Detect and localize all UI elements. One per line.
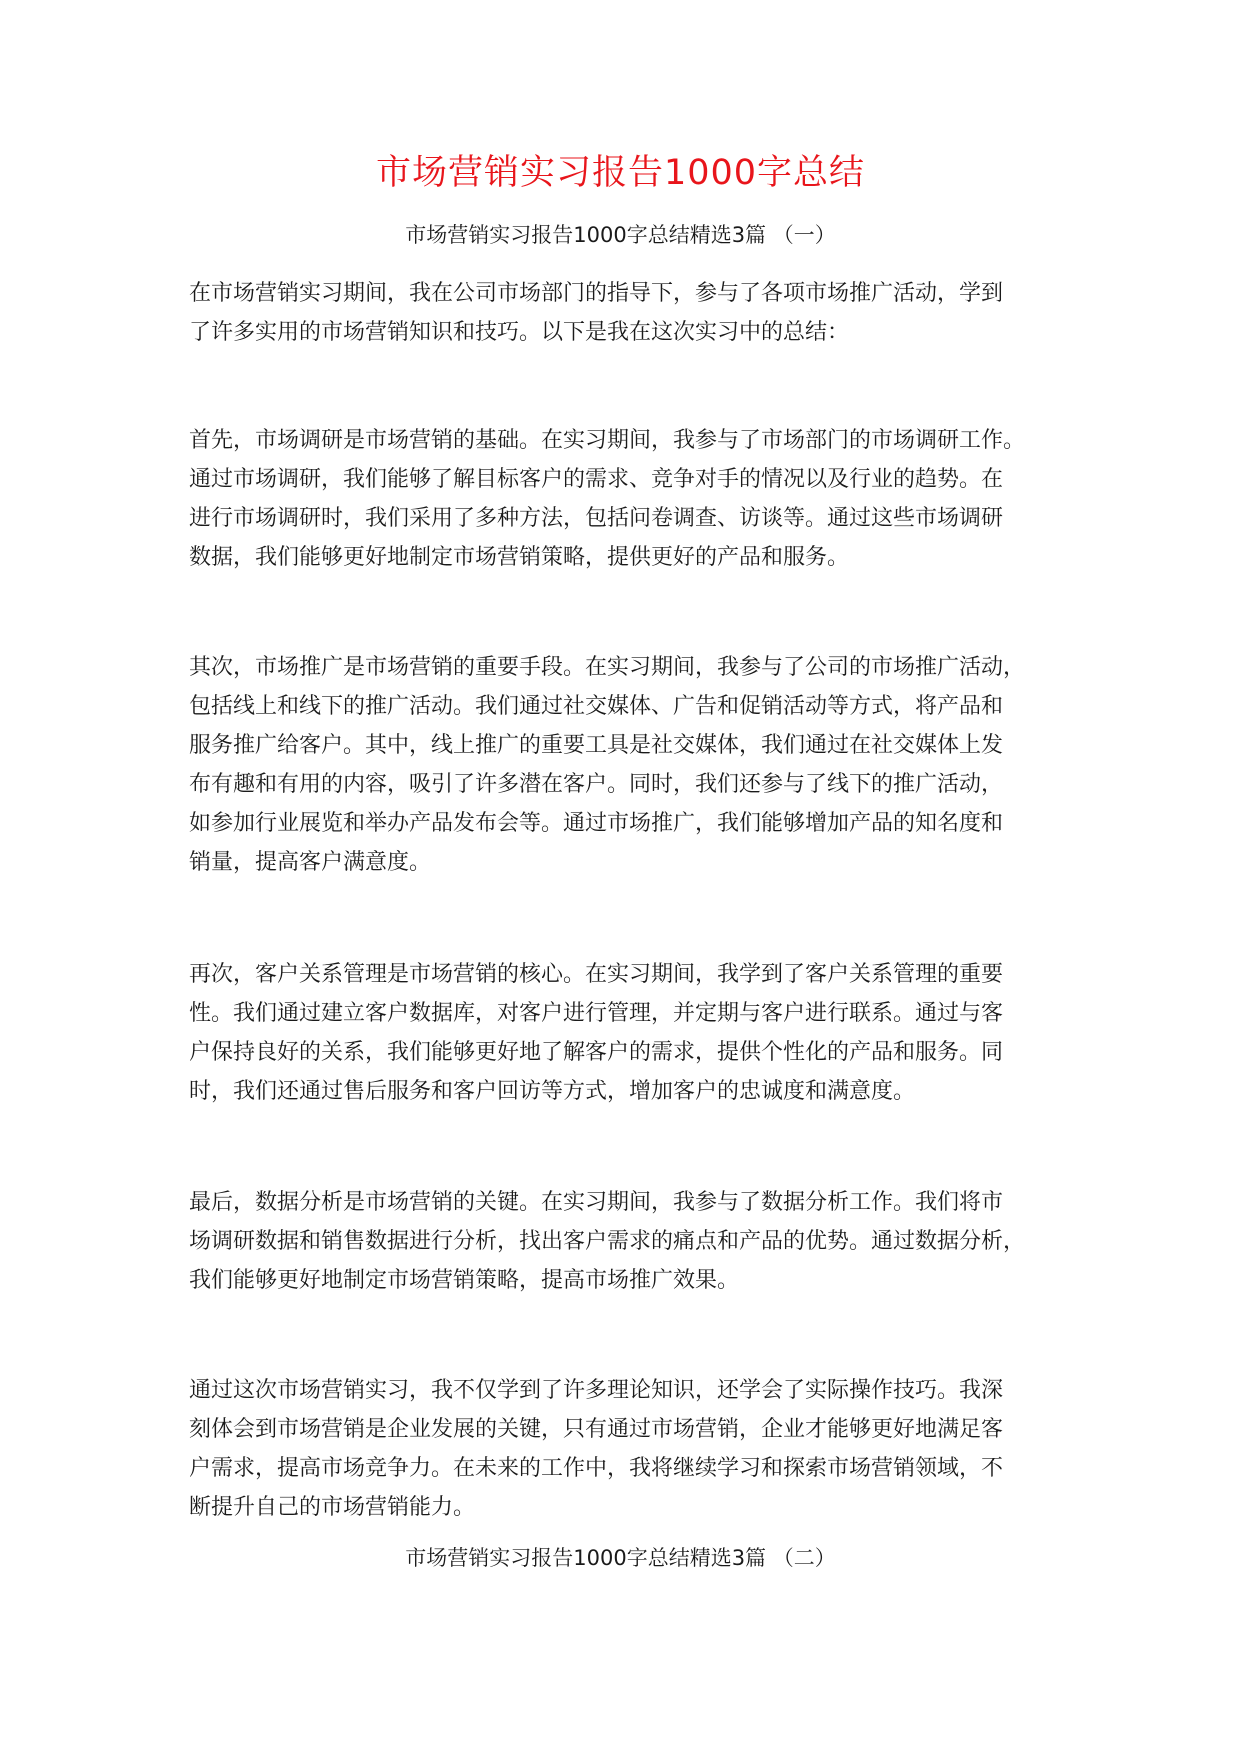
text-line: 最后，数据分析是市场营销的关键。在实习期间，我参与了数据分析工作。我们将市 bbox=[189, 1190, 1004, 1215]
text-line: 再次，客户关系管理是市场营销的核心。在实习期间，我学到了客户关系管理的重要 bbox=[189, 962, 1004, 987]
text-line: 布有趣和有用的内容，吸引了许多潜在客户。同时，我们还参与了线下的推广活动， bbox=[189, 772, 1004, 797]
text-line: 在市场营销实习期间，我在公司市场部门的指导下，参与了各项市场推广活动，学到 bbox=[189, 281, 1004, 306]
section-heading-2: 市场营销实习报告1000字总结精选3篇 （二） bbox=[405, 1546, 836, 1570]
text-line: 销量，提高客户满意度。 bbox=[189, 850, 432, 875]
text-line: 通过市场调研，我们能够了解目标客户的需求、竞争对手的情况以及行业的趋势。在 bbox=[189, 467, 1004, 492]
text-line: 首先，市场调研是市场营销的基础。在实习期间，我参与了市场部门的市场调研工作。 bbox=[189, 428, 1026, 453]
paragraph-customer-relations bbox=[189, 955, 1089, 1111]
paragraph-market-promotion bbox=[189, 648, 1089, 882]
text-line: 包括线上和线下的推广活动。我们通过社交媒体、广告和促销活动等方式，将产品和 bbox=[189, 694, 1004, 719]
paragraph-market-research bbox=[189, 421, 1089, 577]
text-line: 其次，市场推广是市场营销的重要手段。在实习期间，我参与了公司的市场推广活动， bbox=[189, 655, 1026, 680]
text-line: 我们能够更好地制定市场营销策略，提高市场推广效果。 bbox=[189, 1268, 740, 1293]
paragraph-conclusion bbox=[189, 1371, 1089, 1527]
section-heading-1: 市场营销实习报告1000字总结精选3篇 （一） bbox=[405, 223, 836, 247]
text-line: 通过这次市场营销实习，我不仅学到了许多理论知识，还学会了实际操作技巧。我深 bbox=[189, 1378, 1004, 1403]
text-line: 户需求，提高市场竞争力。在未来的工作中，我将继续学习和探索市场营销领域，不 bbox=[189, 1456, 1004, 1481]
text-line: 时，我们还通过售后服务和客户回访等方式，增加客户的忠诚度和满意度。 bbox=[189, 1079, 916, 1104]
text-line: 刻体会到市场营销是企业发展的关键，只有通过市场营销，企业才能够更好地满足客 bbox=[189, 1417, 1004, 1442]
text-line: 如参加行业展览和举办产品发布会等。通过市场推广，我们能够增加产品的知名度和 bbox=[189, 811, 1004, 836]
document-title: 市场营销实习报告1000字总结 bbox=[375, 153, 866, 193]
text-line: 了许多实用的市场营销知识和技巧。以下是我在这次实习中的总结： bbox=[189, 320, 850, 345]
text-line: 断提升自己的市场营销能力。 bbox=[189, 1495, 476, 1520]
text-line: 数据，我们能够更好地制定市场营销策略，提供更好的产品和服务。 bbox=[189, 545, 850, 570]
text-line: 场调研数据和销售数据进行分析，找出客户需求的痛点和产品的优势。通过数据分析， bbox=[189, 1229, 1026, 1254]
text-line: 性。我们通过建立客户数据库，对客户进行管理，并定期与客户进行联系。通过与客 bbox=[189, 1001, 1004, 1026]
text-line: 服务推广给客户。其中，线上推广的重要工具是社交媒体，我们通过在社交媒体上发 bbox=[189, 733, 1004, 758]
paragraph-intro bbox=[189, 274, 1089, 352]
paragraph-data-analysis bbox=[189, 1183, 1089, 1300]
text-line: 进行市场调研时，我们采用了多种方法，包括问卷调查、访谈等。通过这些市场调研 bbox=[189, 506, 1004, 531]
text-line: 户保持良好的关系，我们能够更好地了解客户的需求，提供个性化的产品和服务。同 bbox=[189, 1040, 1004, 1065]
